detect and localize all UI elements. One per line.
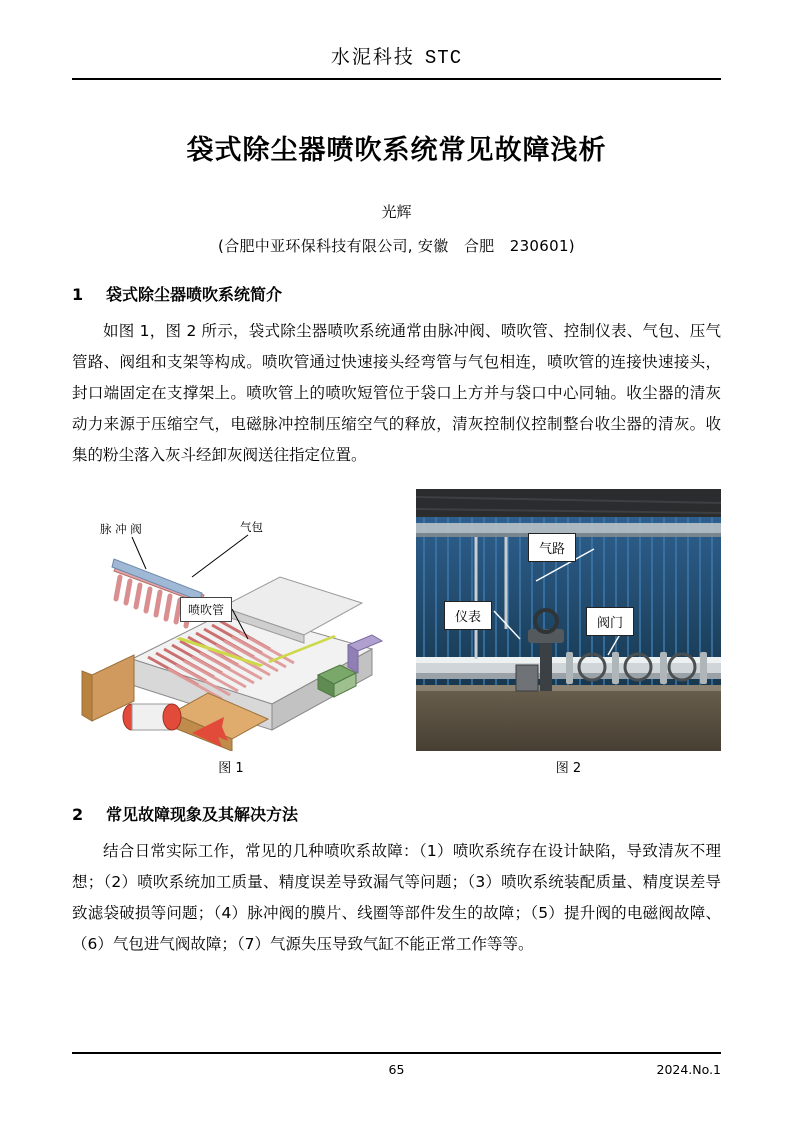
- author-affiliation: (合肥中亚环保科技有限公司, 安徽 合肥 230601): [218, 237, 575, 255]
- figure-1-label-blow-pipe: 喷吹管: [180, 597, 232, 622]
- section-paragraph-1: 如图 1，图 2 所示，袋式除尘器喷吹系统通常由脉冲阀、喷吹管、控制仪表、气包、压气管路、阀组和支架等构成。喷吹管通过快速接头经弯管与气包相连，喷吹管的连接快速接头，封口端固定在支撑架上。喷吹管上的喷吹短管位于袋口上方并与袋口中心同轴。收尘器的清灰动力来源于压缩空气，电磁脉冲控制压缩空气的释放，清灰控制仪控制整台收尘器的清灰。收集的粉尘落入灰斗经卸灰阀送往指定位置。: [72, 322, 721, 464]
- figure-1-image: [72, 489, 390, 751]
- journal-name-cn: 水泥科技: [330, 46, 415, 68]
- journal-name-en: STC: [424, 47, 463, 69]
- section-number-1: 1: [72, 285, 84, 304]
- figure-2-label-valve: 阀门: [586, 607, 634, 636]
- section-heading-2: [72, 802, 721, 825]
- figure-1-label-air-tank: 气包: [240, 520, 263, 534]
- figure-2-label-instrument: 仪表: [444, 601, 492, 630]
- section-number-2: 2: [72, 805, 84, 824]
- issue-label: 2024.No.1: [656, 1062, 721, 1077]
- figure-1-label-pulse-valve: 脉 冲 阀: [100, 522, 142, 536]
- page-title: 袋式除尘器喷吹系统常见故障浅析: [186, 135, 607, 166]
- section-paragraph-2: 结合日常实际工作，常见的几种喷吹系故障：（1）喷吹系统存在设计缺陷，导致清灰不理想；（2）喷吹系统加工质量、精度误差导致漏气等问题；（3）喷吹系统装配质量、精度误差导致滤袋破损等问题；（4）脉冲阀的膜片、线圈等部件发生的故障；（5）提升阀的电磁阀故障、（6）气包进气阀故障；（7）气源失压导致气缸不能正常工作等等。: [72, 842, 721, 953]
- journal-header: [72, 0, 721, 69]
- section-heading-1: [72, 282, 721, 305]
- page-number: 65: [388, 1062, 405, 1077]
- figure-1: [72, 489, 390, 776]
- figure-2-label-air-line: 气路: [528, 533, 576, 562]
- header-rule: [72, 78, 721, 80]
- section-title-2: 常见故障现象及其解决方法: [106, 805, 299, 824]
- figure-row: [72, 489, 721, 776]
- figure-1-caption: 图 1: [218, 761, 244, 776]
- figure-2-image: [416, 489, 721, 751]
- figure-2: [416, 489, 721, 776]
- author-name: 光辉: [381, 203, 412, 221]
- figure-2-caption: 图 2: [555, 761, 582, 776]
- page-footer: [72, 1062, 721, 1077]
- section-title-1: 袋式除尘器喷吹系统简介: [106, 285, 283, 304]
- page-content: [72, 0, 721, 1122]
- footer-rule: [72, 1052, 721, 1054]
